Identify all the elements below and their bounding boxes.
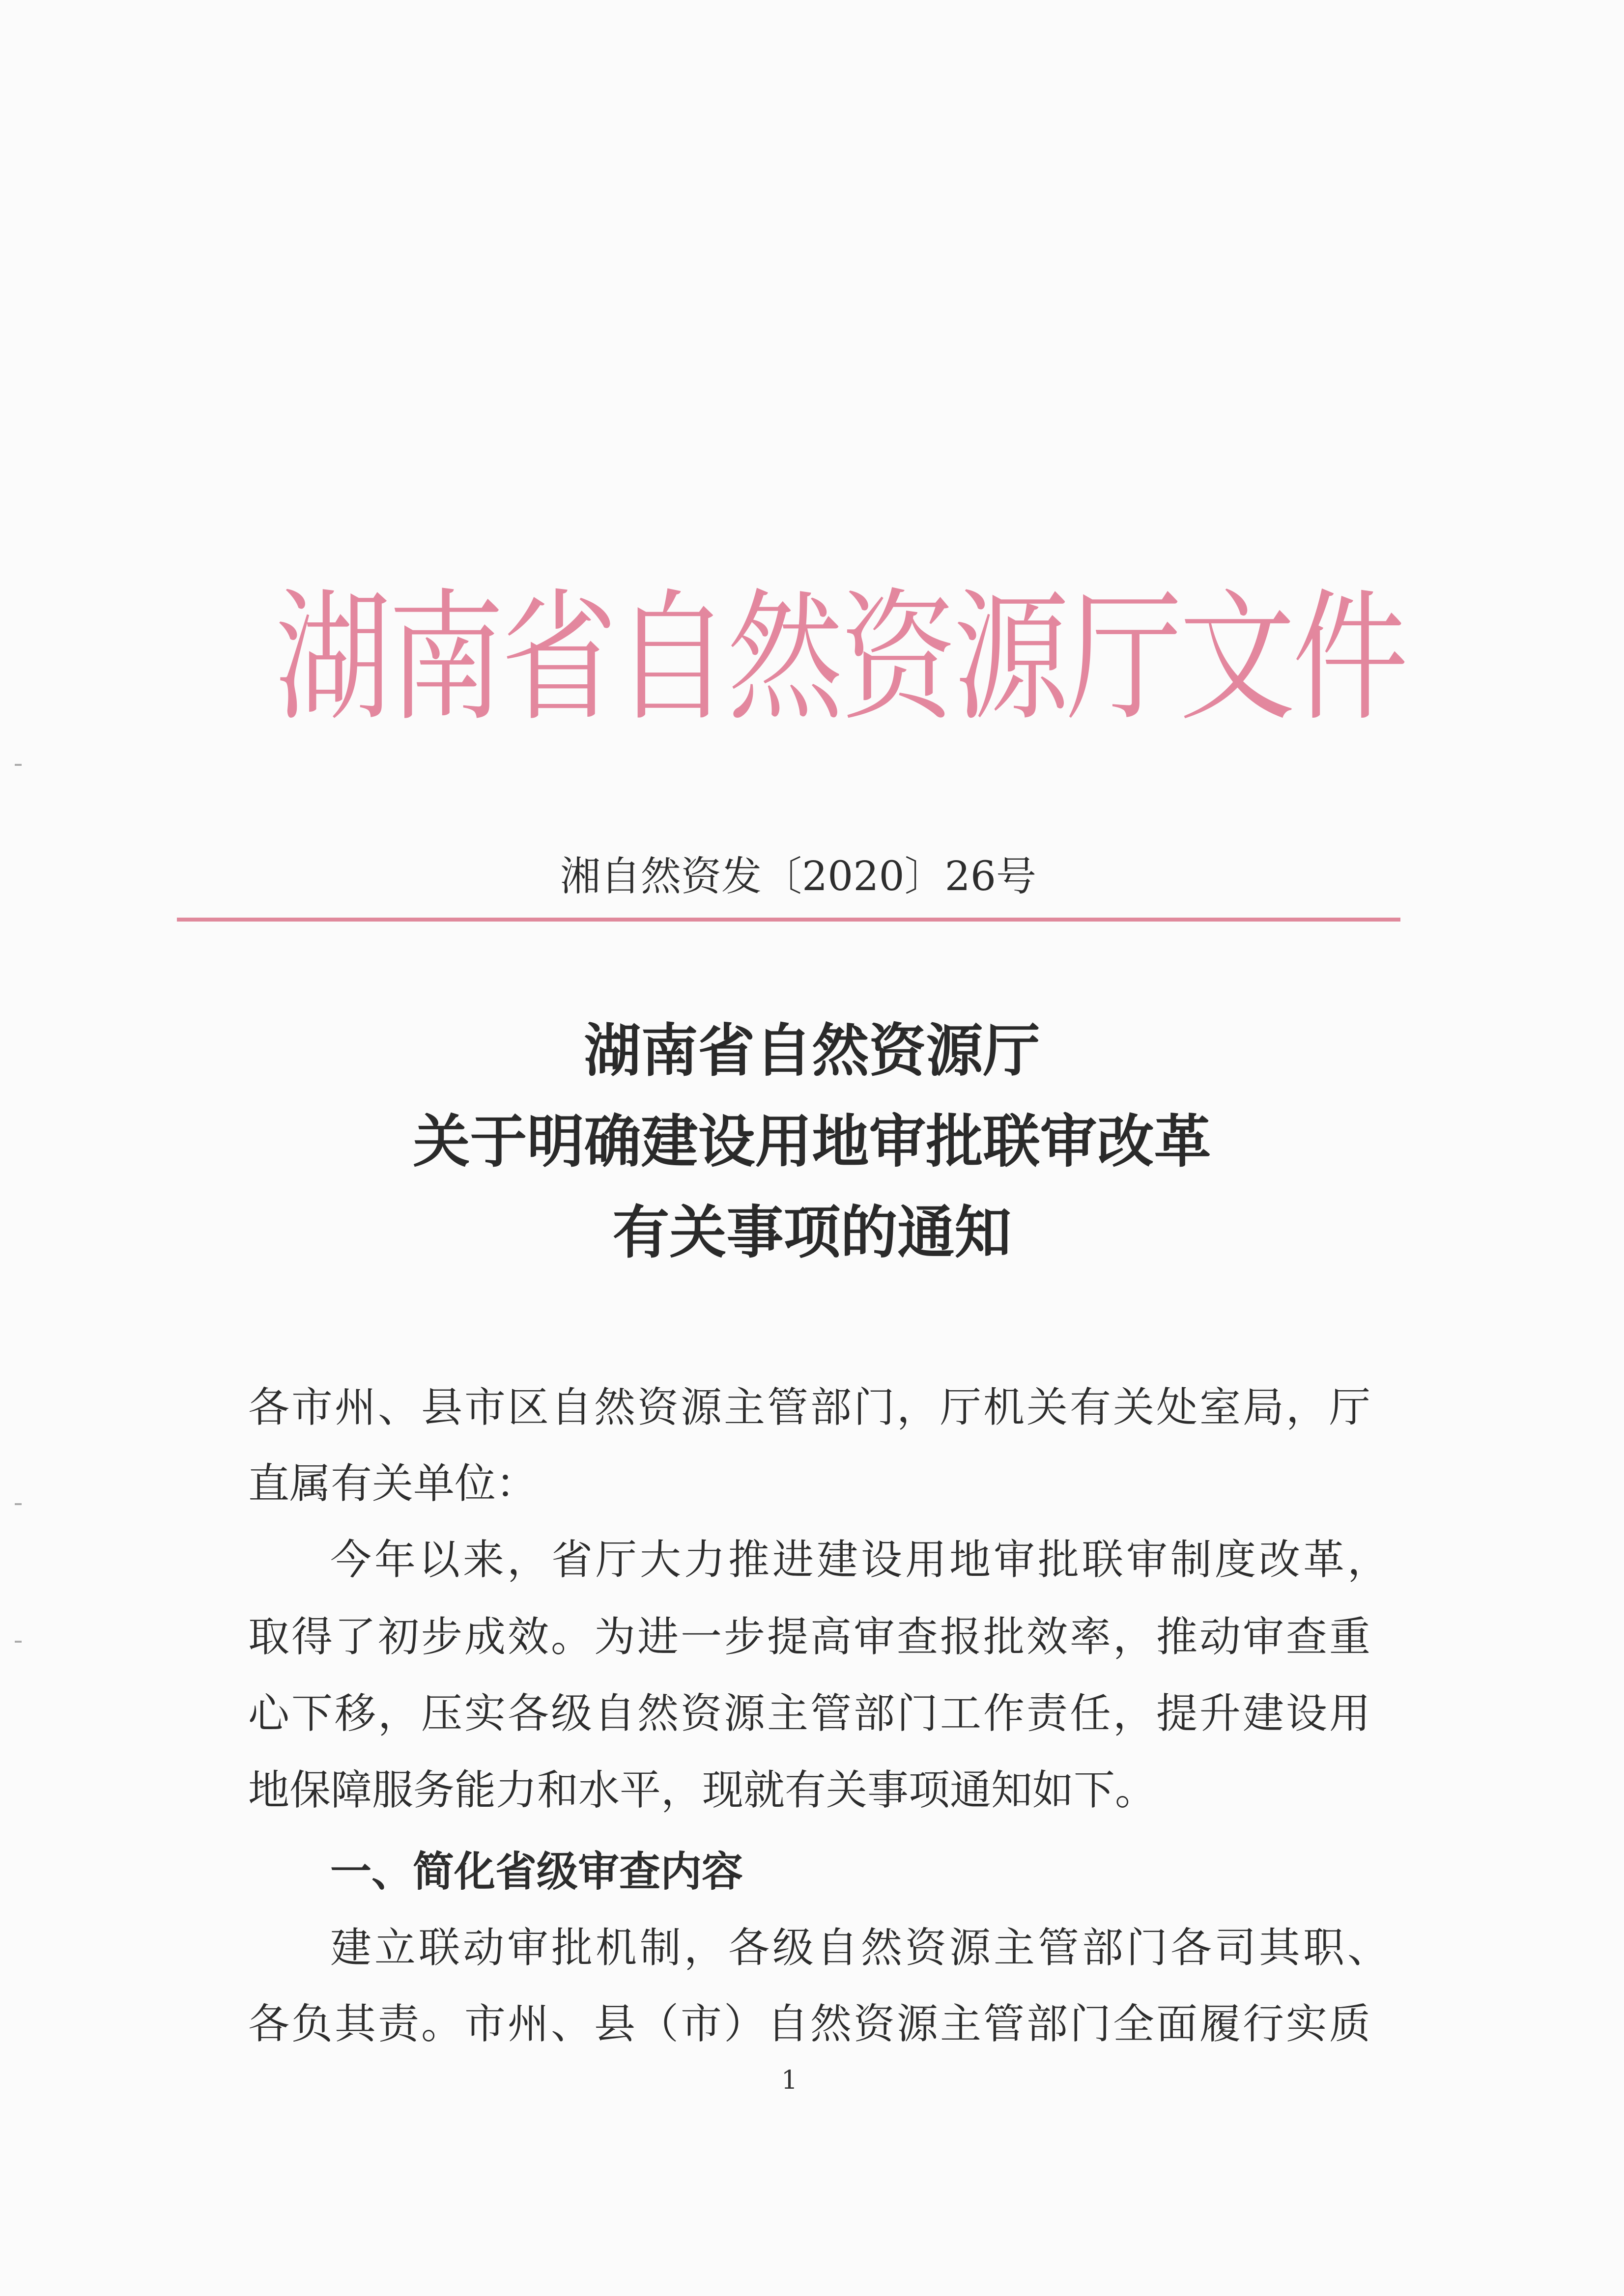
margin-mark	[15, 1503, 22, 1505]
document-title-line-2: 关于明确建设用地审批联审改革	[413, 1109, 1211, 1175]
document-title-line-3: 有关事项的通知	[612, 1200, 1012, 1266]
addressee-line-2: 直属有关单位：	[248, 1459, 538, 1508]
margin-mark	[15, 764, 22, 766]
page-number: 1	[781, 2066, 798, 2095]
intro-line-1: 今年以来，省厅大力推进建设用地审批联审制度改革，	[330, 1536, 1392, 1584]
section-1-line-1: 建立联动审批机制，各级自然资源主管部门各司其职、	[330, 1924, 1392, 1972]
intro-line-3: 心下移，压实各级自然资源主管部门工作责任，提升建设用	[248, 1689, 1373, 1737]
section-1-heading: 一、简化省级审查内容	[330, 1848, 743, 1896]
red-header-title: 湖南省自然资源厅文件	[275, 575, 1406, 741]
document-title-line-1: 湖南省自然资源厅	[584, 1018, 1040, 1084]
margin-mark	[15, 1641, 22, 1643]
document-number: 湘自然资发〔2020〕26号	[560, 853, 1037, 900]
addressee-line-1: 各市州、县市区自然资源主管部门，厅机关有关处室局，厅	[248, 1383, 1373, 1431]
red-divider-line	[177, 918, 1400, 922]
intro-line-4: 地保障服务能力和水平，现就有关事项通知如下。	[248, 1766, 1157, 1814]
section-1-line-2: 各负其责。市州、县（市）自然资源主管部门全面履行实质	[248, 2000, 1373, 2048]
intro-line-2: 取得了初步成效。为进一步提高审查报批效率，推动审查重	[248, 1613, 1373, 1661]
